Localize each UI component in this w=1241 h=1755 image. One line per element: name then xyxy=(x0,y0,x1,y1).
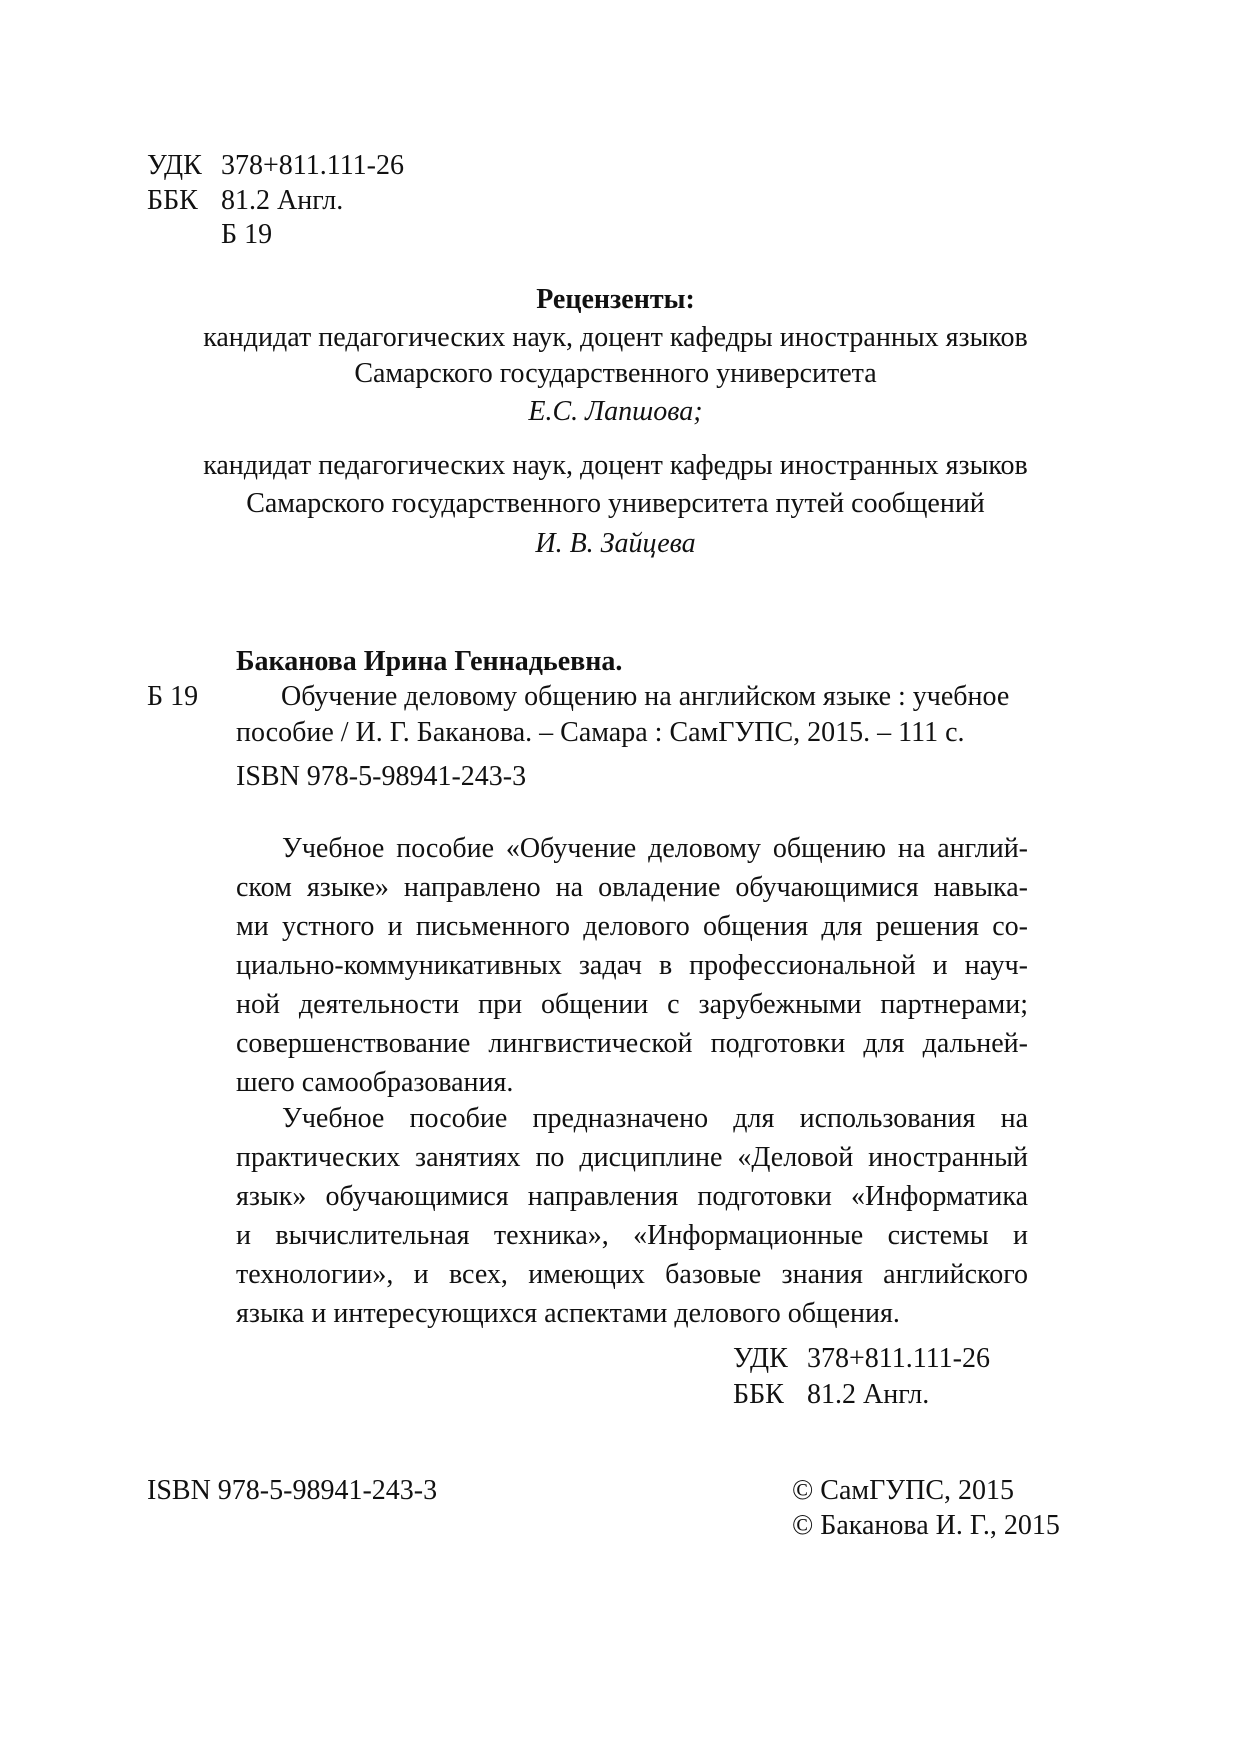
annotation-p2-line: Учебное пособие предназначено для использования на xyxy=(282,1103,1028,1134)
reviewer-1-institution: Самарского государственного университета xyxy=(354,358,877,389)
top-udk-value: 378+811.111-26 xyxy=(221,150,404,181)
top-author-mark: Б 19 xyxy=(221,219,273,250)
reviewers-heading: Рецензенты: xyxy=(536,284,695,315)
annotation-p1-line: ной деятельности при общении с зарубежными партнерами; xyxy=(236,989,1028,1020)
annotation-p2-line: практических занятиях по дисциплине «Деловой иностранный xyxy=(236,1142,1028,1173)
reviewer-1-position: кандидат педагогических наук, доцент кафедры иностранных языков xyxy=(203,322,1028,353)
annotation-p2-line: технологии», и всех, имеющих базовые знания английского xyxy=(236,1259,1028,1290)
annotation-p1-line: совершенствование лингвистической подготовки для дальней- xyxy=(236,1028,1028,1059)
top-udk-label: УДК xyxy=(147,150,202,181)
top-bbk-value: 81.2 Англ. xyxy=(221,185,344,216)
top-bbk-label: ББК xyxy=(147,185,198,216)
annotation-paragraph-1 xyxy=(236,829,1028,1102)
reviewer-2-position: кандидат педагогических наук, доцент кафедры иностранных языков xyxy=(203,450,1028,481)
bottom-bbk-label: ББК xyxy=(733,1379,784,1410)
annotation-p1-line: ском языке» направлено на овладение обучающимися навыка- xyxy=(236,872,1028,903)
bottom-udk-label: УДК xyxy=(733,1343,788,1374)
catalog-title-line-1: Обучение деловому общению на английском языке : учебное xyxy=(281,681,1010,712)
bottom-udk-line xyxy=(733,1345,990,1373)
footer-isbn: ISBN 978-5-98941-243-3 xyxy=(147,1475,438,1506)
catalog-title-line-2: пособие / И. Г. Баканова. – Самара : СамГУПС, 2015. – 111 с. xyxy=(236,717,965,748)
bottom-udk-value: 378+811.111-26 xyxy=(807,1343,990,1374)
footer-copyright-author: © Баканова И. Г., 2015 xyxy=(792,1510,1060,1541)
bottom-bbk-value: 81.2 Англ. xyxy=(807,1379,930,1410)
catalog-isbn: ISBN 978-5-98941-243-3 xyxy=(236,761,527,792)
reviewer-2-name: И. В. Зайцева xyxy=(535,528,696,559)
annotation-p1-line: шего самообразования. xyxy=(236,1067,514,1098)
top-bbk-line xyxy=(147,187,343,215)
annotation-p1-line: циально-коммуникативных задач в профессиональной и науч- xyxy=(236,950,1028,981)
annotation-p2-line: языка и интересующихся аспектами делового общения. xyxy=(236,1298,900,1329)
bottom-bbk-line xyxy=(733,1381,929,1409)
reviewer-1-name: Е.С. Лапшова; xyxy=(528,396,703,427)
catalog-author-heading: Баканова Ирина Геннадьевна. xyxy=(236,646,623,677)
annotation-p2-line: язык» обучающимися направления подготовки «Информатика xyxy=(236,1181,1028,1212)
annotation-p2-line: и вычислительная техника», «Информационные системы и xyxy=(236,1220,1028,1251)
top-udk-line xyxy=(147,152,404,180)
footer-copyright-publisher: © СамГУПС, 2015 xyxy=(792,1475,1015,1506)
annotation-paragraph-2 xyxy=(236,1099,1028,1333)
annotation-p1-line: ми устного и письменного делового общения для решения со- xyxy=(236,911,1028,942)
reviewer-2-institution: Самарского государственного университета путей сообщений xyxy=(246,488,985,519)
catalog-mark: Б 19 xyxy=(147,681,199,712)
annotation-p1-line: Учебное пособие «Обучение деловому общению на англий- xyxy=(282,833,1028,864)
